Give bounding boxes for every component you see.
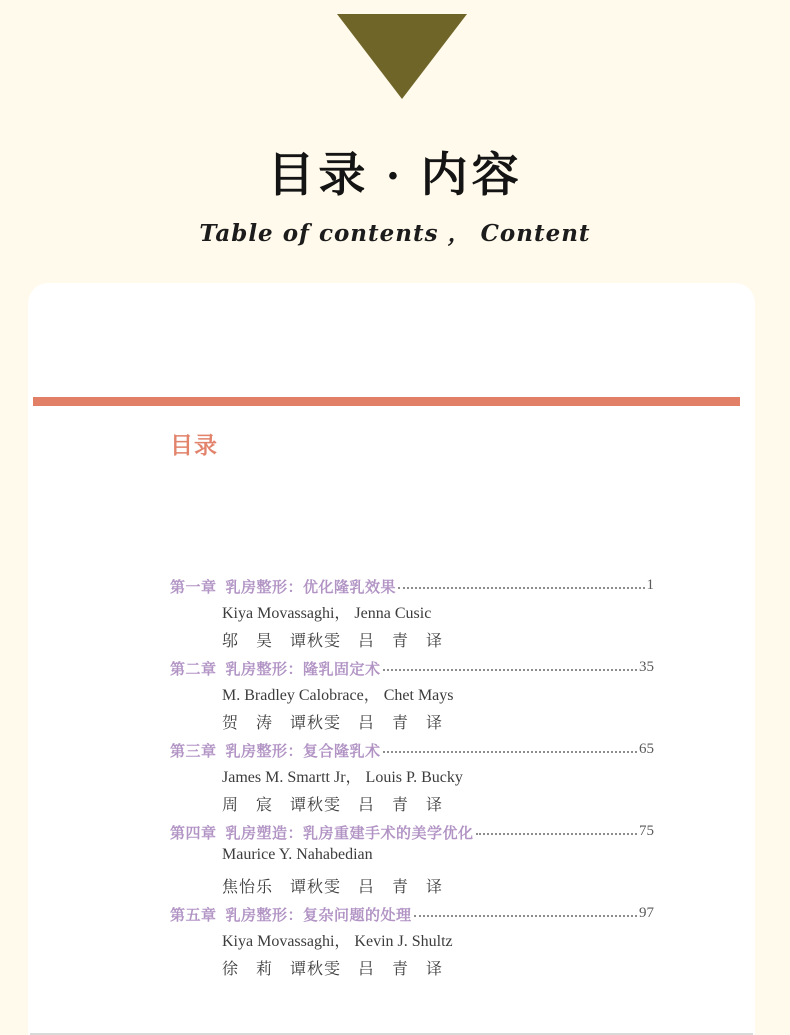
- chapter-title-row: [170, 576, 654, 596]
- section-header: [0, 145, 790, 248]
- page-title: 目录 · 内容: [267, 150, 523, 202]
- chapter-title-row: [170, 822, 654, 842]
- dot-leader: [414, 904, 637, 917]
- chapter-title: 乳房整形：复合隆乳术: [225, 743, 381, 760]
- chapter-translators: 焦怡乐 谭秋雯 吕 青 译: [222, 879, 444, 896]
- toc-heading: 目录: [170, 432, 218, 458]
- chapter-translators: 邬 昊 谭秋雯 吕 青 译: [222, 633, 444, 650]
- toc-chapter-1: [170, 576, 654, 650]
- chapter-title: 乳房塑造：乳房重建手术的美学优化: [225, 825, 474, 842]
- dot-leader: [476, 822, 637, 835]
- chapter-authors: M. Bradley Calobrace， Chet Mays: [222, 687, 454, 704]
- chapter-page-number: 1: [646, 577, 654, 593]
- chapter-title-row: [170, 904, 654, 924]
- chapter-authors: Kiya Movassaghi， Jenna Cusic: [222, 605, 432, 622]
- chapter-title-row: [170, 740, 654, 760]
- toc-chapter-5: [170, 904, 654, 978]
- chapter-label: 第四章: [170, 825, 217, 842]
- chapter-title: 乳房整形：复杂问题的处理: [225, 907, 412, 924]
- chapter-authors: Maurice Y. Nahabedian: [222, 846, 373, 863]
- chapter-title-row: [170, 658, 654, 678]
- chapter-authors: Kiya Movassaghi， Kevin J. Shultz: [222, 933, 453, 950]
- chapter-title: 乳房整形：隆乳固定术: [225, 661, 381, 678]
- chapter-page-number: 35: [639, 659, 654, 675]
- chapter-label: 第一章: [170, 579, 217, 596]
- chapter-translators: 贺 涛 谭秋雯 吕 青 译: [222, 715, 444, 732]
- toc-chapter-3: [170, 740, 654, 814]
- chapter-page-number: 75: [639, 823, 654, 839]
- chapter-label: 第三章: [170, 743, 217, 760]
- chapter-translators: 徐 莉 谭秋雯 吕 青 译: [222, 961, 444, 978]
- chapter-title: 乳房整形：优化隆乳效果: [225, 579, 397, 596]
- table-of-contents: [170, 576, 654, 986]
- chapter-page-number: 65: [639, 741, 654, 757]
- down-triangle-icon: [337, 14, 467, 99]
- chapter-page-number: 97: [639, 905, 654, 921]
- dot-leader: [398, 576, 644, 589]
- chapter-translators: 周 宸 谭秋雯 吕 青 译: [222, 797, 444, 814]
- dot-leader: [383, 658, 637, 671]
- toc-chapter-4: [170, 822, 654, 896]
- chapter-label: 第五章: [170, 907, 217, 924]
- chapter-authors: James M. Smartt Jr， Louis P. Bucky: [222, 769, 463, 786]
- dot-leader: [383, 740, 637, 753]
- accent-divider-bar: [33, 397, 740, 406]
- contents-card: [28, 283, 755, 1035]
- toc-chapter-2: [170, 658, 654, 732]
- page-subtitle: Table of contents ， Content: [199, 220, 591, 247]
- chapter-label: 第二章: [170, 661, 217, 678]
